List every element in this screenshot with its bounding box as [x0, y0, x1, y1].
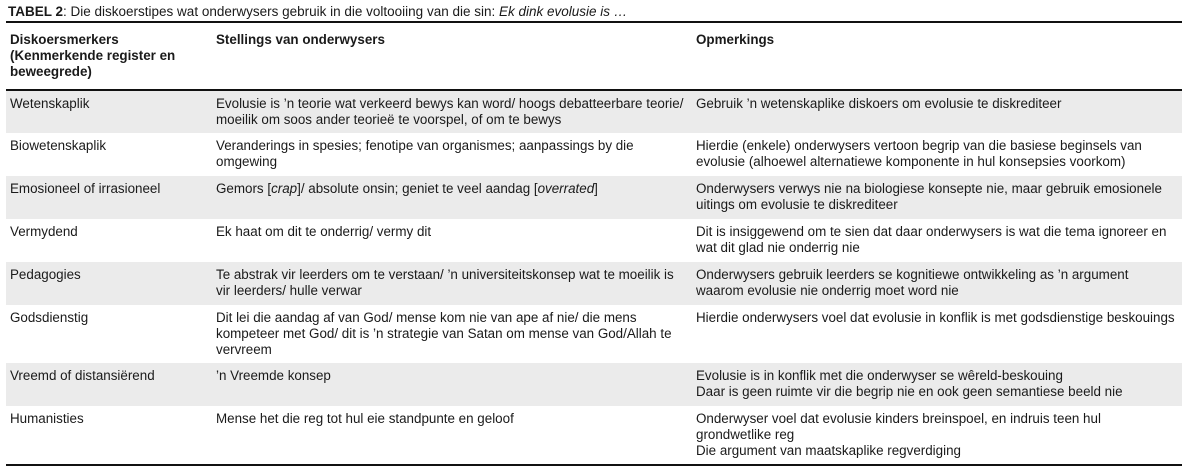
table-row [6, 176, 1182, 219]
marker-cell: Vreemd of distansiërend [10, 368, 155, 383]
marker-cell: Pedagogies [10, 267, 81, 282]
table-row [6, 363, 1182, 406]
statement-text: ]/ absolute onsin; geniet te veel aandag [ [297, 181, 538, 196]
statement-italic: overrated [537, 181, 595, 196]
remark-cell: Hierdie onderwysers voel dat evolusie in konflik is met godsdienstige beskouings [696, 310, 1175, 325]
remark-cell: Gebruik ’n wetenskaplike diskoers om evolusie te diskrediteer [696, 96, 1062, 111]
table-row [6, 219, 1182, 262]
header-statements: Stellings van onderwysers [216, 32, 385, 47]
table-row [6, 90, 1182, 133]
table-caption [6, 3, 1182, 21]
marker-cell: Wetenskaplik [10, 96, 90, 111]
remark-cell: Onderwysers verwys nie na biologiese konsepte nie, maar gebruik emosionele uitings om evolusie te diskrediteer [696, 181, 1162, 212]
marker-cell: Godsdienstig [10, 310, 89, 325]
table-row [6, 305, 1182, 363]
remark-cell: Onderwysers gebruik leerders se kognitiewe ontwikkeling as ’n argument waarom evolusie nie onderrig moet word nie [696, 267, 1129, 298]
table-row [6, 133, 1182, 176]
remark-line: Die argument van maatskaplike regverdiging [696, 443, 961, 458]
remark-cell [692, 363, 1182, 406]
statement-cell: ’n Vreemde konsep [216, 368, 331, 383]
remark-line: Onderwyser voel dat evolusie kinders breinspoel, en indruis teen hul grondwetlike reg [696, 411, 1101, 442]
statement-cell: Evolusie is ’n teorie wat verkeerd bewys kan word/ hoogs debatteerbare teorie/ moeilik om soos ander teorieë te voorspel, of om te bewys [216, 96, 684, 127]
remark-cell: Dit is insiggewend om te sien dat daar onderwysers is wat die tema ignoreer en wat dit glad nie onderrig nie [696, 224, 1167, 255]
statement-italic: crap [271, 181, 298, 196]
statement-cell: Dit lei die aandag af van God/ mense kom nie van ape af nie/ die mens kompeteer met God/ dit is ’n strategie van Satan om mense van God/Allah te vervreem [216, 310, 672, 357]
statement-cell: Te abstrak vir leerders om te verstaan/ ’n universiteitskonsep wat te moeilik is vir leerders/ hulle verwar [216, 267, 674, 298]
marker-cell: Biowetenskaplik [10, 138, 107, 153]
table-row [6, 262, 1182, 305]
discourse-table [6, 21, 1182, 466]
table-row [6, 406, 1182, 465]
remark-cell: Hierdie (enkele) onderwysers vertoon begrip van die basiese beginsels van evolusie (alhoewel alternatiewe komponente in hul konsepsies voorkom) [696, 138, 1142, 169]
header-remarks: Opmerkings [696, 32, 775, 47]
header-row [6, 22, 1182, 90]
marker-cell: Humanisties [10, 411, 84, 426]
remark-cell [692, 406, 1182, 465]
statement-cell: Mense het die reg tot hul eie standpunte en geloof [216, 411, 514, 426]
statement-cell: Veranderings in spesies; fenotipe van organismes; aanpassings by die omgewing [216, 138, 634, 169]
statement-text: ] [594, 181, 598, 196]
caption-sentence: Ek dink evolusie is … [498, 4, 628, 19]
caption-label: TABEL 2 [8, 4, 64, 19]
caption-text: : Die diskoerstipes wat onderwysers gebruik in die voltooiing van die sin: [63, 4, 499, 19]
remark-line: Evolusie is in konflik met die onderwyser se wêreld-beskouing [696, 368, 1063, 383]
statement-cell: Ek haat om dit te onderrig/ vermy dit [216, 224, 432, 239]
statement-cell [212, 176, 692, 219]
marker-cell: Emosioneel of irrasioneel [10, 181, 161, 196]
header-markers: Diskoersmerkers (Kenmerkende register en beweegrede) [10, 32, 176, 79]
statement-text: Gemors [ [216, 181, 272, 196]
remark-line: Daar is geen ruimte vir die begrip nie en ook geen semantiese beeld nie [696, 384, 1123, 399]
marker-cell: Vermydend [10, 224, 78, 239]
